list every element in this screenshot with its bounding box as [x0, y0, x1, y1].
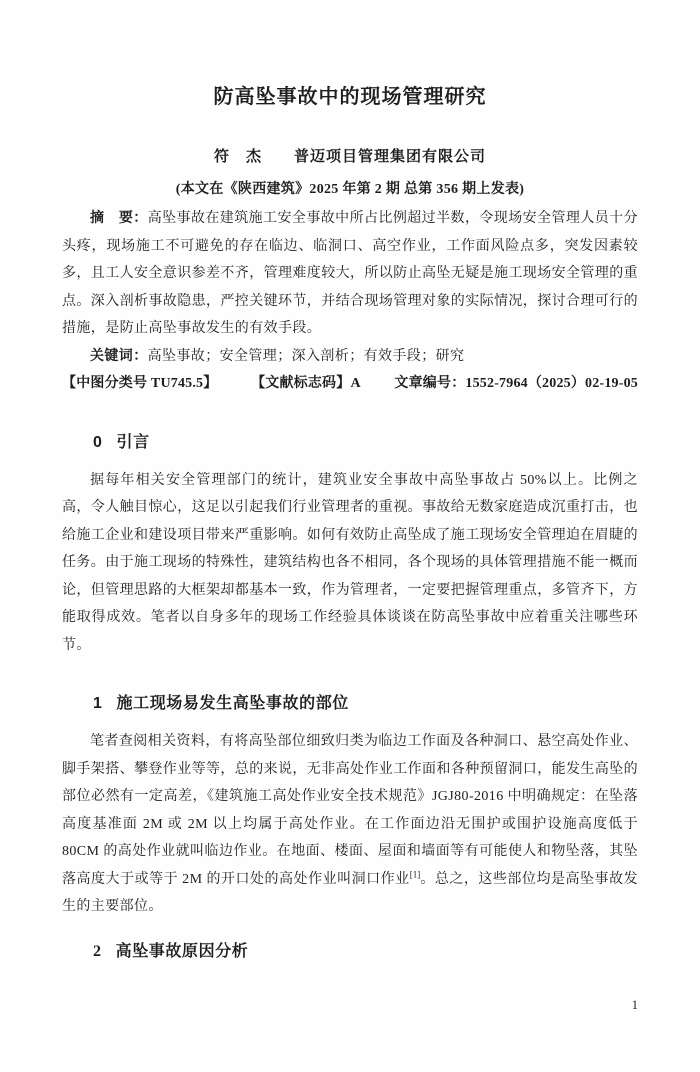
paragraph-text: 。总之，这些部位均是高坠事故发生的主要部位。: [62, 871, 638, 914]
document-code: 【文献标志码】A: [251, 376, 361, 391]
section-number: 2: [93, 942, 102, 960]
keywords-text: 高坠事故；安全管理；深入剖析；有效手段；研究: [147, 348, 465, 364]
clc-number: 【中图分类号 TU745.5】: [62, 376, 218, 391]
section-1-paragraph: [62, 728, 638, 921]
author-affiliation: 符 杰 普迈项目管理集团有限公司: [213, 149, 486, 165]
section-heading-2: [62, 940, 638, 964]
keywords-line: [62, 343, 638, 371]
section-heading-0: [62, 431, 638, 455]
publication-note: (本文在《陕西建筑》2025 年第 2 期 总第 356 期上发表): [175, 182, 525, 197]
abstract-label: 摘 要：: [90, 211, 148, 226]
section-number: 0: [93, 433, 103, 451]
section-number: 1: [93, 695, 103, 712]
citation-reference: [1]: [409, 868, 421, 879]
section-title: 高坠事故原因分析: [115, 942, 249, 960]
section-0-paragraph: 据每年相关安全管理部门的统计，建筑业安全事故中高坠事故占 50%以上。比例之高，令人触目惊心，这足以引起我们行业管理者的重视。事故给无数家庭造成沉重打击，也给施工企业和建设项目带来严重影响。如何有效防止高坠成了施工现场安全管理迫在眉睫的任务。由于施工现场的特殊性，建筑结构也各不相同，各个现场的具体管理措施不能一概而论，但管理思路的大框架却都基本一致，作为管理者，一定要把握管理重点，多管齐下，方能取得成效。笔者以自身多年的现场工作经验具体谈谈在防高坠事故中应着重关注哪些环节。: [62, 472, 638, 653]
keywords-label: 关键词：: [90, 348, 148, 364]
page-number: 1: [631, 998, 638, 1012]
document-page: [0, 82, 700, 1072]
abstract-text: 高坠事故在建筑施工安全事故中所占比例超过半数，令现场安全管理人员十分头疼，现场施工不可避免的存在临边、临洞口、高空作业，工作面风险点多，突发因素较多，且工人安全意识参差不齐，管理难度较大，所以防止高坠无疑是施工现场安全管理的重点。深入剖析事故隐患，严控关键环节，并结合现场管理对象的实际情况，探讨合理可行的措施，是防止高坠事故发生的有效手段。: [62, 211, 638, 336]
paragraph-text: 笔者查阅相关资料，有将高坠部位细致归类为临边工作面及各种洞口、悬空高处作业、脚手架搭、攀登作业等等，总的来说，无非高处作业工作面和各种预留洞口，能发生高坠的部位必然有一定高差，《建筑施工高处作业安全技术规范》JGJ80-2016 中明确规定：在坠落高度基准面 2M 或 2M 以上均属于高处作业。在工作面边沿无围护或围护设施高度低于 80CM 的高处作业就叫临边作业。在地面、楼面、屋面和墙面等有可能使人和物坠落，其坠落高度大于或等于 2M 的开口处的高处作业叫洞口作业: [62, 734, 638, 887]
article-title: 防高坠事故中的现场管理研究: [213, 86, 487, 108]
section-heading-1: [62, 692, 638, 716]
article-number: 文章编号：1552-7964（2025）02-19-05: [394, 376, 638, 391]
section-title: 施工现场易发生高坠事故的部位: [116, 695, 349, 712]
abstract-paragraph: [62, 205, 638, 343]
page-content: [0, 82, 700, 964]
section-title: 引言: [116, 433, 150, 451]
article-meta-row: [62, 370, 638, 398]
